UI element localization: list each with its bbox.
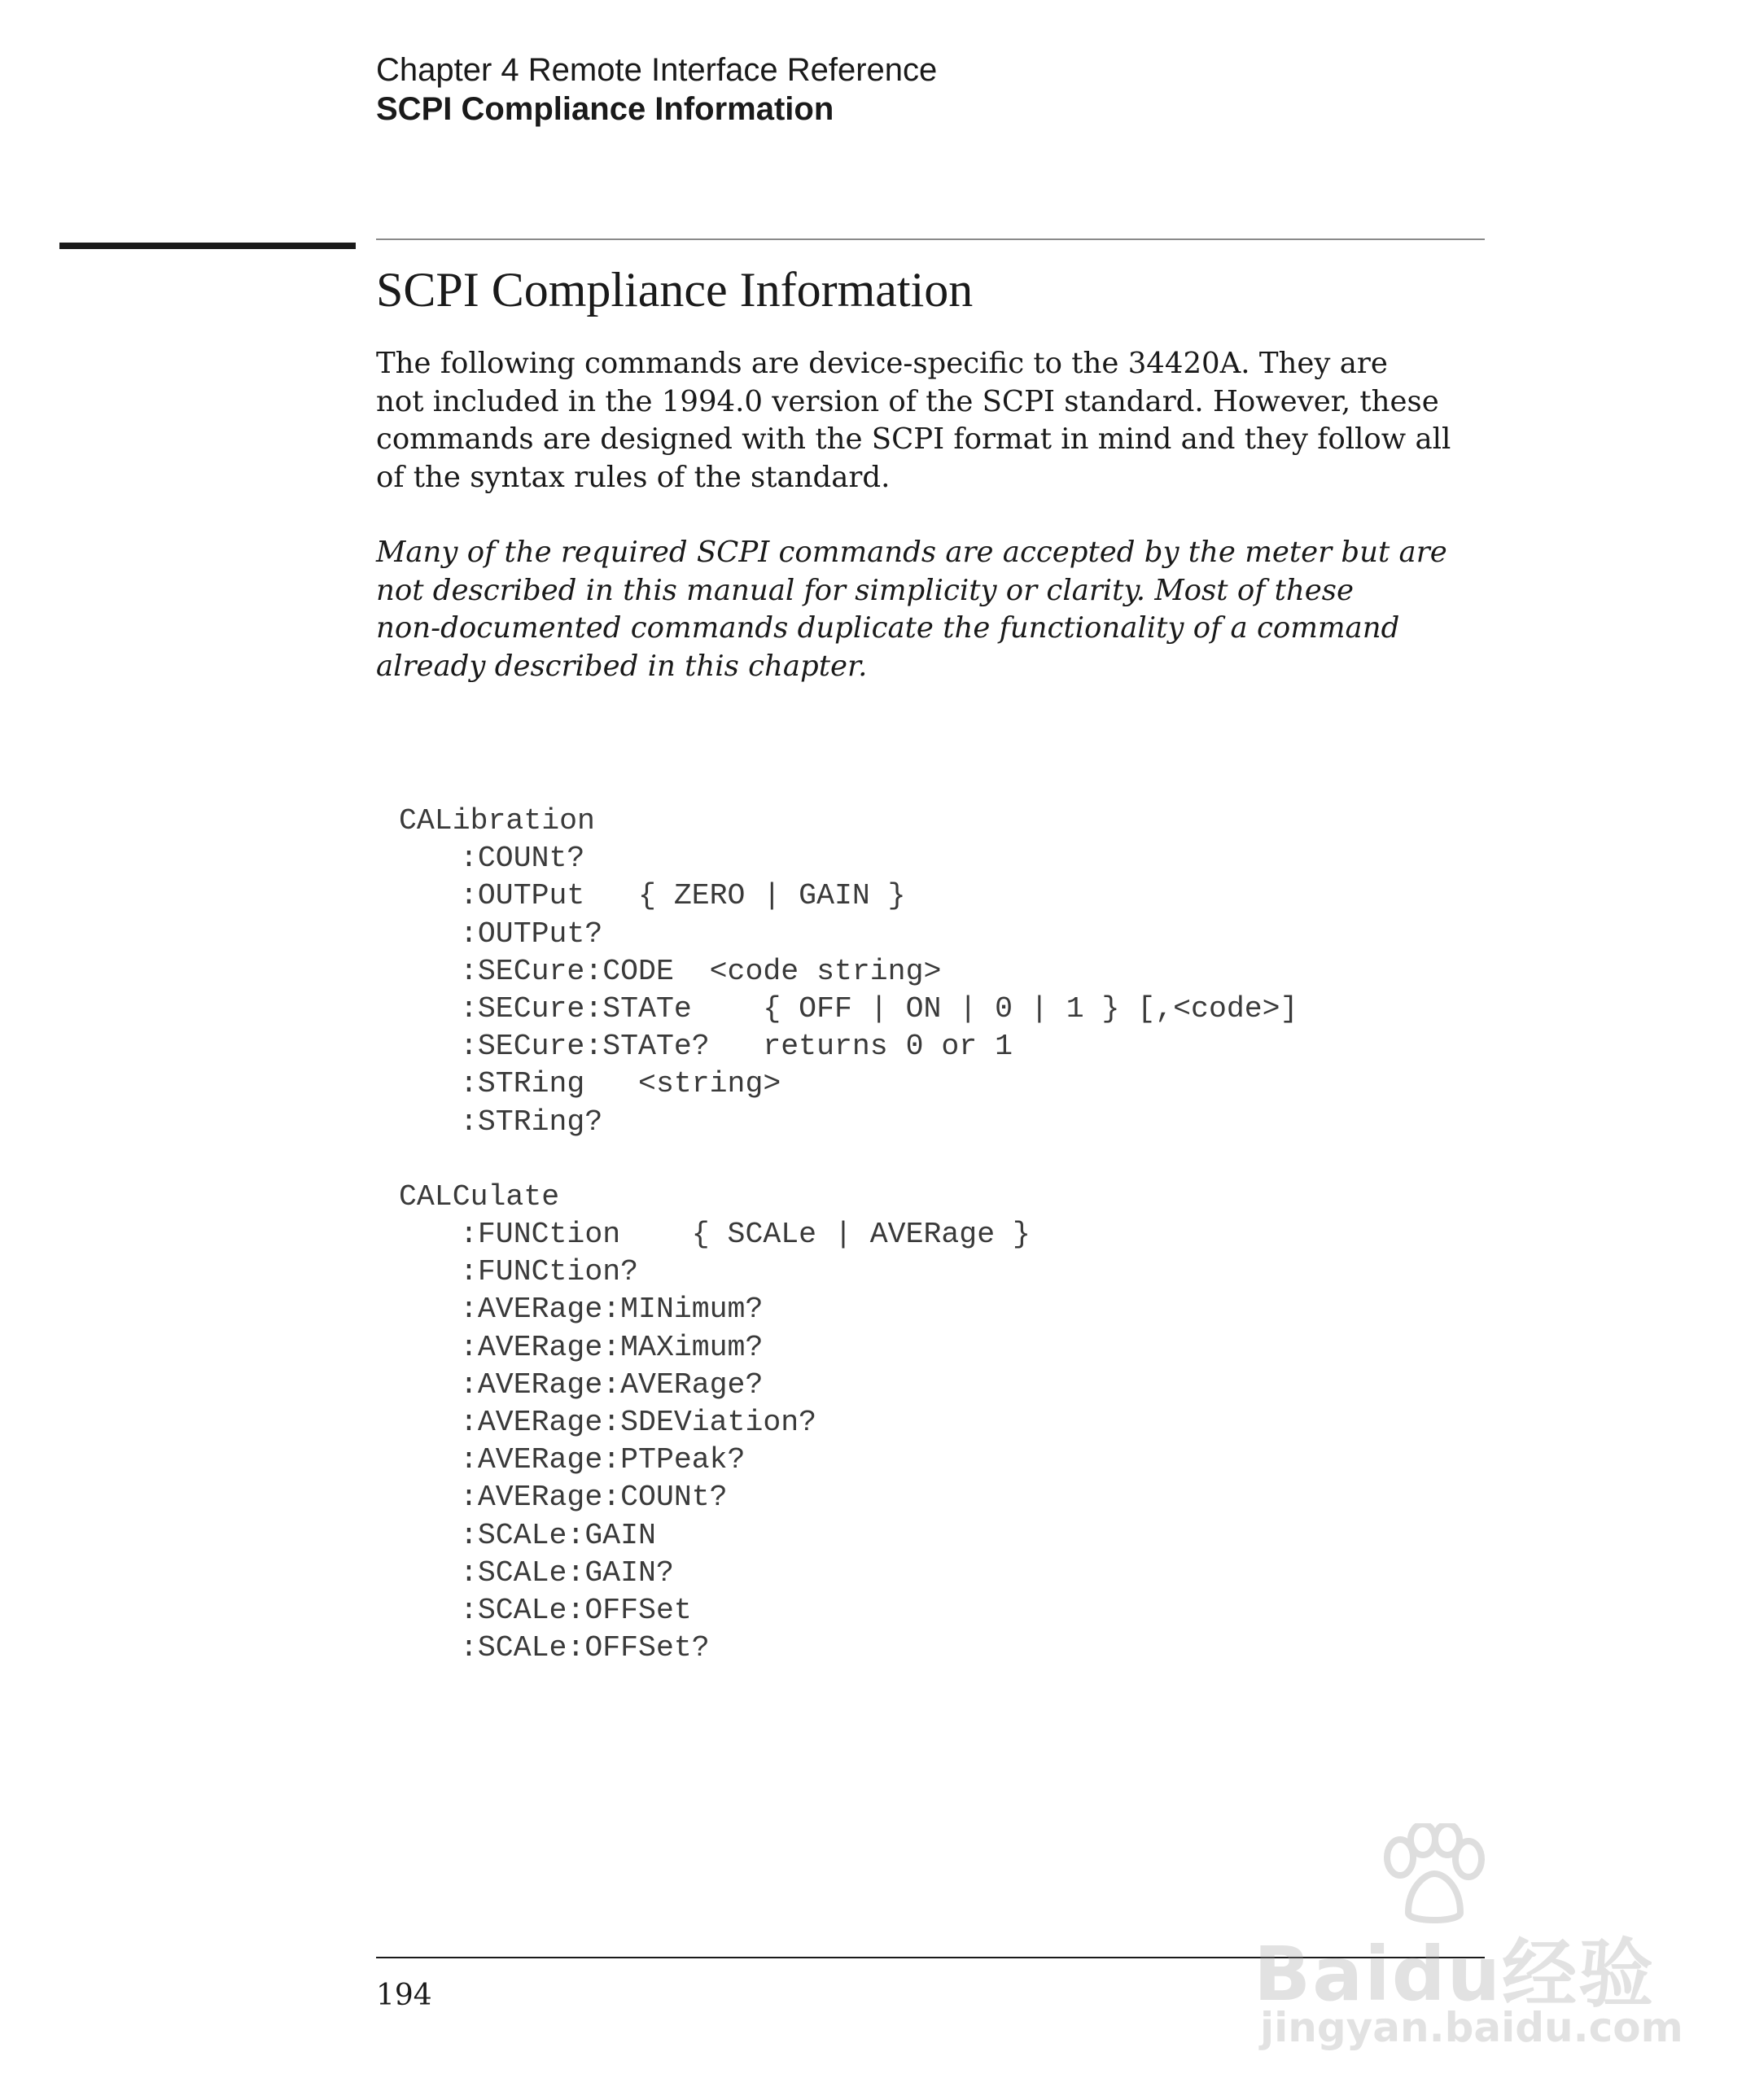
command-line: :SCALe:GAIN? <box>460 1555 674 1590</box>
command-root-calibration: CALibration <box>399 804 595 838</box>
page-title: SCPI Compliance Information <box>376 263 974 317</box>
command-line: :OUTPut? <box>460 917 603 951</box>
command-line: :OUTPut { ZERO | GAIN } <box>460 879 906 913</box>
command-line: :SECure:STATe { OFF | ON | 0 | 1 } [,<code>] <box>460 991 1298 1026</box>
running-header <box>376 50 937 129</box>
paragraph-line: commands are designed with the SCPI format in mind and they follow all <box>376 422 1451 456</box>
paragraph-line: The following commands are device-specific to the 34420A. They are <box>376 347 1388 380</box>
command-line: :AVERage:PTPeak? <box>460 1443 746 1477</box>
command-line: :AVERage:MINimum? <box>460 1293 764 1327</box>
title-rule <box>376 238 1485 240</box>
note-paragraph <box>376 534 1499 685</box>
command-line: :SECure:CODE <code string> <box>460 954 942 988</box>
watermark-brand: Baidu经验 <box>1254 1931 1656 2018</box>
command-line: :AVERage:MAXimum? <box>460 1330 764 1364</box>
command-line: :SCALe:OFFSet? <box>460 1631 710 1665</box>
chapter-heading: Chapter 4 Remote Interface Reference <box>376 52 938 88</box>
command-line: :AVERage:AVERage? <box>460 1367 764 1402</box>
paw-logo-icon <box>1376 1823 1490 1929</box>
margin-rule <box>59 243 356 249</box>
command-line: :AVERage:SDEViation? <box>460 1406 817 1439</box>
command-line: :SCALe:OFFSet <box>460 1593 692 1627</box>
command-line: :SCALe:GAIN <box>460 1518 656 1552</box>
paragraph-line: not described in this manual for simplicity or clarity. Most of these <box>376 573 1354 607</box>
section-heading: SCPI Compliance Information <box>376 91 834 127</box>
watermark-domain: jingyan.baidu.com <box>1260 2004 1683 2051</box>
paragraph-line: Many of the required SCPI commands are accepted by the meter but are <box>376 536 1447 569</box>
paragraph-line: not included in the 1994.0 version of the SCPI standard. However, these <box>376 384 1439 418</box>
intro-paragraph <box>376 345 1499 497</box>
command-line: :SECure:STATe? returns 0 or 1 <box>460 1030 1013 1064</box>
paragraph-line: non-documented commands duplicate the functionality of a command <box>376 611 1400 645</box>
page-number: 194 <box>376 1979 432 2012</box>
paragraph-line: of the syntax rules of the standard. <box>376 460 891 494</box>
command-line: :AVERage:COUNt? <box>460 1481 728 1515</box>
command-line: :FUNCtion { SCALe | AVERage } <box>460 1218 1031 1252</box>
command-line: :COUNt? <box>460 842 585 876</box>
baidu-watermark <box>1254 1823 1683 2051</box>
command-line: :FUNCtion? <box>460 1255 639 1289</box>
listing-gap <box>399 1141 1298 1179</box>
command-root-calculate: CALCulate <box>399 1179 560 1214</box>
command-line: :STRing <string> <box>460 1067 781 1101</box>
command-line: :STRing? <box>460 1105 603 1139</box>
paragraph-line: already described in this chapter. <box>376 649 868 683</box>
command-listing <box>399 803 1298 1667</box>
